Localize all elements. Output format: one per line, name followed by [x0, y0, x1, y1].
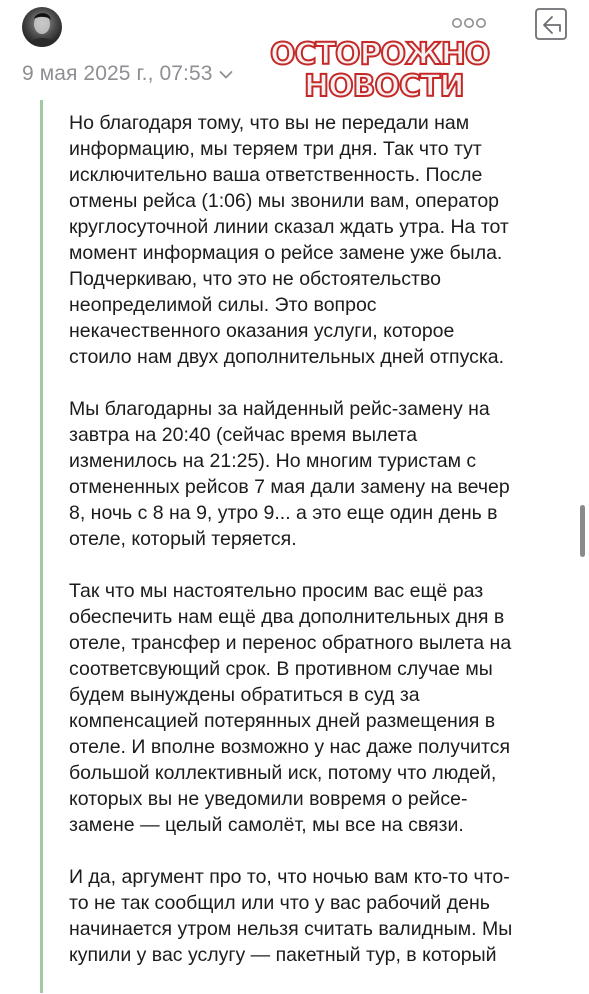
chevron-down-icon[interactable] — [219, 62, 233, 86]
scrollbar-thumb[interactable] — [580, 505, 585, 557]
more-dots-icon[interactable] — [450, 16, 488, 30]
message-body — [69, 110, 569, 994]
avatar-portrait-icon — [22, 7, 62, 47]
message-paragraph-1: Но благодаря тому, что вы не передали нам информацию, мы теряем три дня. Так что тут исключительно ваша ответственность. После отмены рейса (1:06) мы звонили вам, оператор круглосуточной линии сказал ждать утра. На тот момент информация о рейсе замене уже была. Подчеркиваю, что это не обстоятельство неопределимой силы. Это вопрос некачественного оказания услуги, которое стоило нам двух дополнительных дней отпуска. — [69, 112, 509, 368]
watermark-logo — [268, 37, 490, 104]
message-date[interactable] — [22, 62, 233, 86]
message-paragraph-3: Так что мы настоятельно просим вас ещё раз обеспечить нам ещё два дополнительных дня в отеле, трансфер и перенос обратного вылета на соответсвующий срок. В противном случае мы будем вынуждены обратиться в суд за компенсацией потерянных дней размещения в отеле. И вполне возможно у нас даже получится большой коллективный иск, потому что людей, которых вы не уведомили вовремя о рейсе- замене — целый самолёт, мы все на связи. — [69, 580, 512, 836]
reply-share-icon[interactable] — [531, 4, 571, 44]
message-paragraph-4: И да, аргумент про то, что ночью вам кто-то что- то не так сообщил или что у вас рабочий день начинается утром нельзя считать валидным. Мы купили у вас услугу — пакетный тур, в который — [69, 866, 513, 966]
avatar[interactable] — [22, 7, 62, 47]
quote-bar — [40, 100, 43, 993]
watermark-line-1: ОСТОРОЖНО — [270, 37, 490, 72]
message-paragraph-2: Мы благодарны за найденный рейс-замену на завтра на 20:40 (сейчас время вылета изменилось на 21:25). Но многим туристам с отмененных рейсов 7 мая дали замену на вечер 8, ночь с 8 на 9, утро 9... а это еще один день в отеле, который теряется. — [69, 398, 510, 550]
message-date-text: 9 мая 2025 г., 07:53 — [22, 62, 213, 85]
watermark-line-2: НОВОСТИ — [304, 69, 464, 104]
